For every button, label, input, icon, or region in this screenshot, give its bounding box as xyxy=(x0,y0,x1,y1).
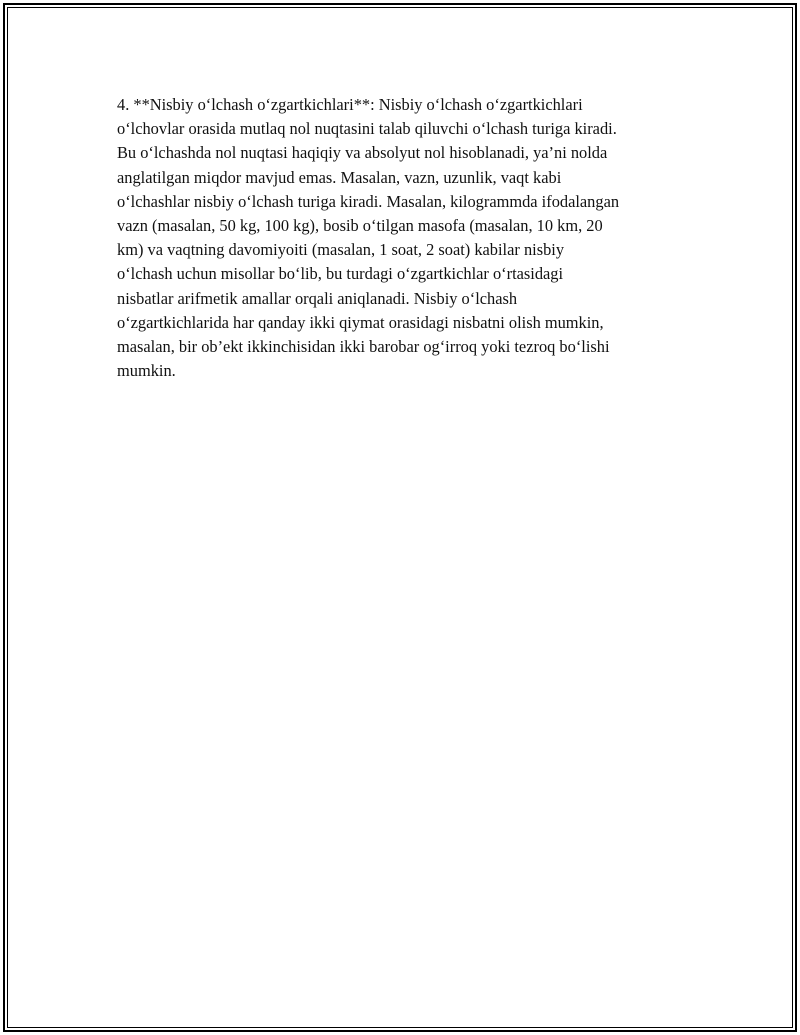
body-paragraph: 4. **Nisbiy o‘lchash o‘zgartkichlari**: Nisbiy o‘lchash o‘zgartkichlari o‘lchovlar orasida mutlaq nol nuqtasini talab qiluvchi o‘lchash turiga kiradi. Bu o‘lchashda nol nuqtasi haqiqiy va absolyut nol hisoblanadi, ya’ni nolda anglatilgan miqdor mavjud emas. Masalan, vazn, uzunlik, vaqt kabi o‘lchashlar nisbiy o‘lchash turiga kiradi. Masalan, kilogrammda ifodalangan vazn (masalan, 50 kg, 100 kg), bosib o‘tilgan masofa (masalan, 10 km, 20 km) va vaqtning davomiyoiti (masalan, 1 soat, 2 soat) kabilar nisbiy o‘lchash uchun misollar bo‘lib, bu turdagi o‘zgartkichlar o‘rtasidagi nisbatlar arifmetik amallar orqali aniqlanadi. Nisbiy o‘lchash o‘zgartkichlarida har qanday ikki qiymat orasidagi nisbatni olish mumkin, masalan, bir ob’ekt ikkinchisidan ikki barobar og‘irroq yoki tezroq bo‘lishi mumkin. xyxy=(117,95,620,381)
